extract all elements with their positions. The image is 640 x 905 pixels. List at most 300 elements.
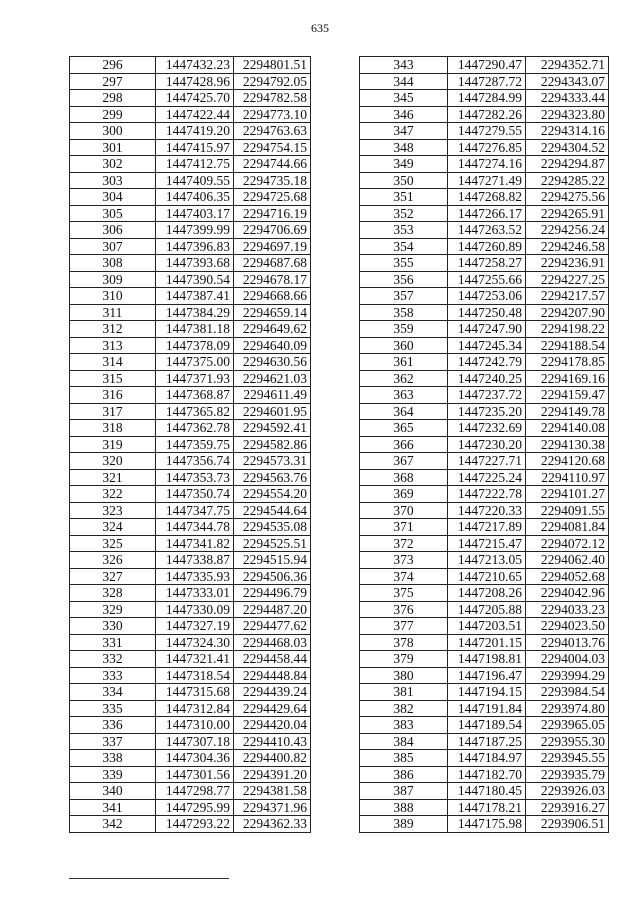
point-number-cell: 308 <box>70 255 156 272</box>
x-coordinate-cell: 1447287.72 <box>448 73 526 90</box>
x-coordinate-cell: 1447217.89 <box>448 519 526 536</box>
y-coordinate-cell: 2294563.76 <box>234 469 311 486</box>
point-number-cell: 326 <box>70 552 156 569</box>
y-coordinate-cell: 2294535.08 <box>234 519 311 536</box>
y-coordinate-cell: 2294458.44 <box>234 651 311 668</box>
table-row <box>360 354 609 371</box>
table-row <box>70 420 311 437</box>
table-row <box>360 123 609 140</box>
y-coordinate-cell: 2294496.79 <box>234 585 311 602</box>
x-coordinate-cell: 1447203.51 <box>448 618 526 635</box>
y-coordinate-cell: 2294782.58 <box>234 90 311 107</box>
x-coordinate-cell: 1447425.70 <box>156 90 234 107</box>
point-number-cell: 347 <box>360 123 448 140</box>
x-coordinate-cell: 1447350.74 <box>156 486 234 503</box>
y-coordinate-cell: 2294333.44 <box>526 90 609 107</box>
y-coordinate-cell: 2294582.86 <box>234 436 311 453</box>
y-coordinate-cell: 2294101.27 <box>526 486 609 503</box>
y-coordinate-cell: 2294554.20 <box>234 486 311 503</box>
x-coordinate-cell: 1447419.20 <box>156 123 234 140</box>
table-row <box>360 73 609 90</box>
point-number-cell: 307 <box>70 238 156 255</box>
table-row <box>360 205 609 222</box>
x-coordinate-cell: 1447330.09 <box>156 601 234 618</box>
x-coordinate-cell: 1447315.68 <box>156 684 234 701</box>
x-coordinate-cell: 1447390.54 <box>156 271 234 288</box>
point-number-cell: 306 <box>70 222 156 239</box>
point-number-cell: 344 <box>360 73 448 90</box>
table-row <box>70 667 311 684</box>
x-coordinate-cell: 1447412.75 <box>156 156 234 173</box>
point-number-cell: 331 <box>70 634 156 651</box>
x-coordinate-cell: 1447356.74 <box>156 453 234 470</box>
table-row <box>70 123 311 140</box>
point-number-cell: 361 <box>360 354 448 371</box>
table-row <box>360 469 609 486</box>
point-number-cell: 389 <box>360 816 448 833</box>
x-coordinate-cell: 1447220.33 <box>448 502 526 519</box>
y-coordinate-cell: 2294042.96 <box>526 585 609 602</box>
y-coordinate-cell: 2294110.97 <box>526 469 609 486</box>
point-number-cell: 370 <box>360 502 448 519</box>
y-coordinate-cell: 2294735.18 <box>234 172 311 189</box>
y-coordinate-cell: 2294207.90 <box>526 304 609 321</box>
y-coordinate-cell: 2294178.85 <box>526 354 609 371</box>
point-number-cell: 342 <box>70 816 156 833</box>
table-row <box>360 106 609 123</box>
x-coordinate-cell: 1447184.97 <box>448 750 526 767</box>
table-row <box>360 387 609 404</box>
point-number-cell: 381 <box>360 684 448 701</box>
y-coordinate-cell: 2294678.17 <box>234 271 311 288</box>
y-coordinate-cell: 2293906.51 <box>526 816 609 833</box>
x-coordinate-cell: 1447284.99 <box>448 90 526 107</box>
point-number-cell: 386 <box>360 766 448 783</box>
y-coordinate-cell: 2294023.50 <box>526 618 609 635</box>
point-number-cell: 335 <box>70 700 156 717</box>
table-row <box>360 288 609 305</box>
table-row <box>70 238 311 255</box>
x-coordinate-cell: 1447393.68 <box>156 255 234 272</box>
table-row <box>70 222 311 239</box>
x-coordinate-cell: 1447240.25 <box>448 370 526 387</box>
x-coordinate-cell: 1447293.22 <box>156 816 234 833</box>
x-coordinate-cell: 1447242.79 <box>448 354 526 371</box>
table-row <box>70 139 311 156</box>
table-row <box>70 106 311 123</box>
point-number-cell: 341 <box>70 799 156 816</box>
table-row <box>70 502 311 519</box>
point-number-cell: 368 <box>360 469 448 486</box>
y-coordinate-cell: 2294217.57 <box>526 288 609 305</box>
x-coordinate-cell: 1447187.25 <box>448 733 526 750</box>
y-coordinate-cell: 2294246.58 <box>526 238 609 255</box>
x-coordinate-cell: 1447362.78 <box>156 420 234 437</box>
table-row <box>70 766 311 783</box>
y-coordinate-cell: 2294706.69 <box>234 222 311 239</box>
point-number-cell: 339 <box>70 766 156 783</box>
y-coordinate-cell: 2294091.55 <box>526 502 609 519</box>
x-coordinate-cell: 1447271.49 <box>448 172 526 189</box>
table-row <box>360 552 609 569</box>
y-coordinate-cell: 2294573.31 <box>234 453 311 470</box>
x-coordinate-cell: 1447276.85 <box>448 139 526 156</box>
y-coordinate-cell: 2294323.80 <box>526 106 609 123</box>
point-number-cell: 382 <box>360 700 448 717</box>
point-number-cell: 380 <box>360 667 448 684</box>
x-coordinate-cell: 1447235.20 <box>448 403 526 420</box>
table-row <box>70 733 311 750</box>
table-row <box>360 156 609 173</box>
x-coordinate-cell: 1447384.29 <box>156 304 234 321</box>
table-row <box>70 189 311 206</box>
point-number-cell: 351 <box>360 189 448 206</box>
y-coordinate-cell: 2294400.82 <box>234 750 311 767</box>
table-row <box>360 651 609 668</box>
point-number-cell: 345 <box>360 90 448 107</box>
x-coordinate-cell: 1447255.66 <box>448 271 526 288</box>
table-row <box>70 288 311 305</box>
point-number-cell: 302 <box>70 156 156 173</box>
x-coordinate-cell: 1447232.69 <box>448 420 526 437</box>
y-coordinate-cell: 2294744.66 <box>234 156 311 173</box>
point-number-cell: 299 <box>70 106 156 123</box>
x-coordinate-cell: 1447222.78 <box>448 486 526 503</box>
table-row <box>360 304 609 321</box>
table-row <box>70 370 311 387</box>
table-row <box>70 651 311 668</box>
table-row <box>360 90 609 107</box>
x-coordinate-cell: 1447227.71 <box>448 453 526 470</box>
point-number-cell: 313 <box>70 337 156 354</box>
y-coordinate-cell: 2294275.56 <box>526 189 609 206</box>
table-row <box>70 799 311 816</box>
y-coordinate-cell: 2294611.49 <box>234 387 311 404</box>
point-number-cell: 316 <box>70 387 156 404</box>
point-number-cell: 321 <box>70 469 156 486</box>
point-number-cell: 359 <box>360 321 448 338</box>
y-coordinate-cell: 2293984.54 <box>526 684 609 701</box>
y-coordinate-cell: 2294630.56 <box>234 354 311 371</box>
point-number-cell: 329 <box>70 601 156 618</box>
table-row <box>70 486 311 503</box>
y-coordinate-cell: 2294439.24 <box>234 684 311 701</box>
point-number-cell: 336 <box>70 717 156 734</box>
y-coordinate-cell: 2294285.22 <box>526 172 609 189</box>
coordinates-table-left <box>69 56 311 833</box>
x-coordinate-cell: 1447263.52 <box>448 222 526 239</box>
table-row <box>70 469 311 486</box>
point-number-cell: 305 <box>70 205 156 222</box>
table-row <box>70 436 311 453</box>
x-coordinate-cell: 1447178.21 <box>448 799 526 816</box>
table-row <box>70 387 311 404</box>
table-row <box>70 205 311 222</box>
table-row <box>70 90 311 107</box>
y-coordinate-cell: 2294033.23 <box>526 601 609 618</box>
x-coordinate-cell: 1447258.27 <box>448 255 526 272</box>
x-coordinate-cell: 1447237.72 <box>448 387 526 404</box>
coordinates-table-right <box>359 56 609 833</box>
table-row <box>360 799 609 816</box>
y-coordinate-cell: 2294592.41 <box>234 420 311 437</box>
y-coordinate-cell: 2294601.95 <box>234 403 311 420</box>
table-row <box>70 156 311 173</box>
point-number-cell: 365 <box>360 420 448 437</box>
x-coordinate-cell: 1447353.73 <box>156 469 234 486</box>
point-number-cell: 332 <box>70 651 156 668</box>
point-number-cell: 333 <box>70 667 156 684</box>
point-number-cell: 353 <box>360 222 448 239</box>
point-number-cell: 297 <box>70 73 156 90</box>
x-coordinate-cell: 1447208.26 <box>448 585 526 602</box>
point-number-cell: 338 <box>70 750 156 767</box>
x-coordinate-cell: 1447298.77 <box>156 783 234 800</box>
footer-rule <box>69 878 229 879</box>
x-coordinate-cell: 1447387.41 <box>156 288 234 305</box>
page-number: 635 <box>311 21 329 35</box>
x-coordinate-cell: 1447245.34 <box>448 337 526 354</box>
y-coordinate-cell: 2294792.05 <box>234 73 311 90</box>
point-number-cell: 349 <box>360 156 448 173</box>
point-number-cell: 340 <box>70 783 156 800</box>
table-row <box>70 750 311 767</box>
y-coordinate-cell: 2294236.91 <box>526 255 609 272</box>
point-number-cell: 362 <box>360 370 448 387</box>
x-coordinate-cell: 1447225.24 <box>448 469 526 486</box>
table-row <box>70 601 311 618</box>
point-number-cell: 374 <box>360 568 448 585</box>
table-row <box>70 618 311 635</box>
point-number-cell: 303 <box>70 172 156 189</box>
y-coordinate-cell: 2294072.12 <box>526 535 609 552</box>
x-coordinate-cell: 1447196.47 <box>448 667 526 684</box>
y-coordinate-cell: 2294725.68 <box>234 189 311 206</box>
y-coordinate-cell: 2294716.19 <box>234 205 311 222</box>
point-number-cell: 354 <box>360 238 448 255</box>
x-coordinate-cell: 1447210.65 <box>448 568 526 585</box>
table-row <box>360 585 609 602</box>
point-number-cell: 360 <box>360 337 448 354</box>
point-number-cell: 376 <box>360 601 448 618</box>
x-coordinate-cell: 1447396.83 <box>156 238 234 255</box>
table-row <box>360 700 609 717</box>
table-body <box>70 57 311 833</box>
y-coordinate-cell: 2294352.71 <box>526 57 609 74</box>
y-coordinate-cell: 2293945.55 <box>526 750 609 767</box>
x-coordinate-cell: 1447250.48 <box>448 304 526 321</box>
point-number-cell: 312 <box>70 321 156 338</box>
point-number-cell: 296 <box>70 57 156 74</box>
x-coordinate-cell: 1447213.05 <box>448 552 526 569</box>
point-number-cell: 363 <box>360 387 448 404</box>
table-row <box>70 255 311 272</box>
x-coordinate-cell: 1447180.45 <box>448 783 526 800</box>
y-coordinate-cell: 2294381.58 <box>234 783 311 800</box>
y-coordinate-cell: 2294198.22 <box>526 321 609 338</box>
x-coordinate-cell: 1447304.36 <box>156 750 234 767</box>
x-coordinate-cell: 1447247.90 <box>448 321 526 338</box>
table-row <box>360 238 609 255</box>
y-coordinate-cell: 2294149.78 <box>526 403 609 420</box>
table-body <box>360 57 609 833</box>
x-coordinate-cell: 1447415.97 <box>156 139 234 156</box>
point-number-cell: 323 <box>70 502 156 519</box>
x-coordinate-cell: 1447189.54 <box>448 717 526 734</box>
table-row <box>360 733 609 750</box>
x-coordinate-cell: 1447290.47 <box>448 57 526 74</box>
table-row <box>360 568 609 585</box>
point-number-cell: 364 <box>360 403 448 420</box>
table-row <box>70 684 311 701</box>
x-coordinate-cell: 1447365.82 <box>156 403 234 420</box>
point-number-cell: 325 <box>70 535 156 552</box>
point-number-cell: 371 <box>360 519 448 536</box>
y-coordinate-cell: 2294362.33 <box>234 816 311 833</box>
y-coordinate-cell: 2294081.84 <box>526 519 609 536</box>
table-row <box>70 271 311 288</box>
point-number-cell: 310 <box>70 288 156 305</box>
point-number-cell: 327 <box>70 568 156 585</box>
y-coordinate-cell: 2294420.04 <box>234 717 311 734</box>
x-coordinate-cell: 1447375.00 <box>156 354 234 371</box>
point-number-cell: 319 <box>70 436 156 453</box>
x-coordinate-cell: 1447338.87 <box>156 552 234 569</box>
y-coordinate-cell: 2294188.54 <box>526 337 609 354</box>
point-number-cell: 304 <box>70 189 156 206</box>
y-coordinate-cell: 2294649.62 <box>234 321 311 338</box>
table-row <box>360 684 609 701</box>
table-row <box>360 189 609 206</box>
table-row <box>360 222 609 239</box>
table-row <box>70 73 311 90</box>
y-coordinate-cell: 2294052.68 <box>526 568 609 585</box>
y-coordinate-cell: 2294640.09 <box>234 337 311 354</box>
y-coordinate-cell: 2293926.03 <box>526 783 609 800</box>
y-coordinate-cell: 2293955.30 <box>526 733 609 750</box>
point-number-cell: 350 <box>360 172 448 189</box>
point-number-cell: 334 <box>70 684 156 701</box>
y-coordinate-cell: 2294169.16 <box>526 370 609 387</box>
y-coordinate-cell: 2294410.43 <box>234 733 311 750</box>
x-coordinate-cell: 1447295.99 <box>156 799 234 816</box>
y-coordinate-cell: 2293965.05 <box>526 717 609 734</box>
y-coordinate-cell: 2293916.27 <box>526 799 609 816</box>
x-coordinate-cell: 1447368.87 <box>156 387 234 404</box>
x-coordinate-cell: 1447399.99 <box>156 222 234 239</box>
point-number-cell: 378 <box>360 634 448 651</box>
y-coordinate-cell: 2294391.20 <box>234 766 311 783</box>
table-row <box>70 321 311 338</box>
table-row <box>360 750 609 767</box>
y-coordinate-cell: 2294668.66 <box>234 288 311 305</box>
point-number-cell: 377 <box>360 618 448 635</box>
table-row <box>360 453 609 470</box>
point-number-cell: 318 <box>70 420 156 437</box>
x-coordinate-cell: 1447279.55 <box>448 123 526 140</box>
x-coordinate-cell: 1447194.15 <box>448 684 526 701</box>
x-coordinate-cell: 1447253.06 <box>448 288 526 305</box>
y-coordinate-cell: 2294304.52 <box>526 139 609 156</box>
table-row <box>360 601 609 618</box>
table-row <box>70 519 311 536</box>
table-row <box>360 535 609 552</box>
table-row <box>360 816 609 833</box>
y-coordinate-cell: 2294525.51 <box>234 535 311 552</box>
y-coordinate-cell: 2294140.08 <box>526 420 609 437</box>
y-coordinate-cell: 2294659.14 <box>234 304 311 321</box>
y-coordinate-cell: 2294227.25 <box>526 271 609 288</box>
y-coordinate-cell: 2294754.15 <box>234 139 311 156</box>
point-number-cell: 317 <box>70 403 156 420</box>
y-coordinate-cell: 2294468.03 <box>234 634 311 651</box>
x-coordinate-cell: 1447403.17 <box>156 205 234 222</box>
x-coordinate-cell: 1447432.23 <box>156 57 234 74</box>
point-number-cell: 346 <box>360 106 448 123</box>
x-coordinate-cell: 1447215.47 <box>448 535 526 552</box>
table-row <box>70 634 311 651</box>
x-coordinate-cell: 1447198.81 <box>448 651 526 668</box>
point-number-cell: 369 <box>360 486 448 503</box>
table-row <box>70 172 311 189</box>
point-number-cell: 337 <box>70 733 156 750</box>
point-number-cell: 358 <box>360 304 448 321</box>
y-coordinate-cell: 2293994.29 <box>526 667 609 684</box>
table-row <box>70 552 311 569</box>
point-number-cell: 322 <box>70 486 156 503</box>
table-row <box>360 337 609 354</box>
y-coordinate-cell: 2294506.36 <box>234 568 311 585</box>
table-row <box>360 321 609 338</box>
x-coordinate-cell: 1447301.56 <box>156 766 234 783</box>
point-number-cell: 343 <box>360 57 448 74</box>
x-coordinate-cell: 1447359.75 <box>156 436 234 453</box>
table-row <box>70 403 311 420</box>
point-number-cell: 375 <box>360 585 448 602</box>
point-number-cell: 324 <box>70 519 156 536</box>
y-coordinate-cell: 2294343.07 <box>526 73 609 90</box>
y-coordinate-cell: 2294773.10 <box>234 106 311 123</box>
y-coordinate-cell: 2294763.63 <box>234 123 311 140</box>
x-coordinate-cell: 1447381.18 <box>156 321 234 338</box>
table-row <box>70 717 311 734</box>
point-number-cell: 314 <box>70 354 156 371</box>
table-row <box>70 354 311 371</box>
x-coordinate-cell: 1447175.98 <box>448 816 526 833</box>
y-coordinate-cell: 2294477.62 <box>234 618 311 635</box>
point-number-cell: 383 <box>360 717 448 734</box>
y-coordinate-cell: 2294120.68 <box>526 453 609 470</box>
x-coordinate-cell: 1447371.93 <box>156 370 234 387</box>
point-number-cell: 348 <box>360 139 448 156</box>
table-row <box>360 403 609 420</box>
point-number-cell: 367 <box>360 453 448 470</box>
x-coordinate-cell: 1447205.88 <box>448 601 526 618</box>
y-coordinate-cell: 2294013.76 <box>526 634 609 651</box>
table-row <box>360 436 609 453</box>
x-coordinate-cell: 1447344.78 <box>156 519 234 536</box>
table-row <box>360 139 609 156</box>
y-coordinate-cell: 2294544.64 <box>234 502 311 519</box>
x-coordinate-cell: 1447333.01 <box>156 585 234 602</box>
y-coordinate-cell: 2294004.03 <box>526 651 609 668</box>
point-number-cell: 373 <box>360 552 448 569</box>
y-coordinate-cell: 2294130.38 <box>526 436 609 453</box>
x-coordinate-cell: 1447428.96 <box>156 73 234 90</box>
y-coordinate-cell: 2294429.64 <box>234 700 311 717</box>
table-row <box>360 57 609 74</box>
x-coordinate-cell: 1447282.26 <box>448 106 526 123</box>
